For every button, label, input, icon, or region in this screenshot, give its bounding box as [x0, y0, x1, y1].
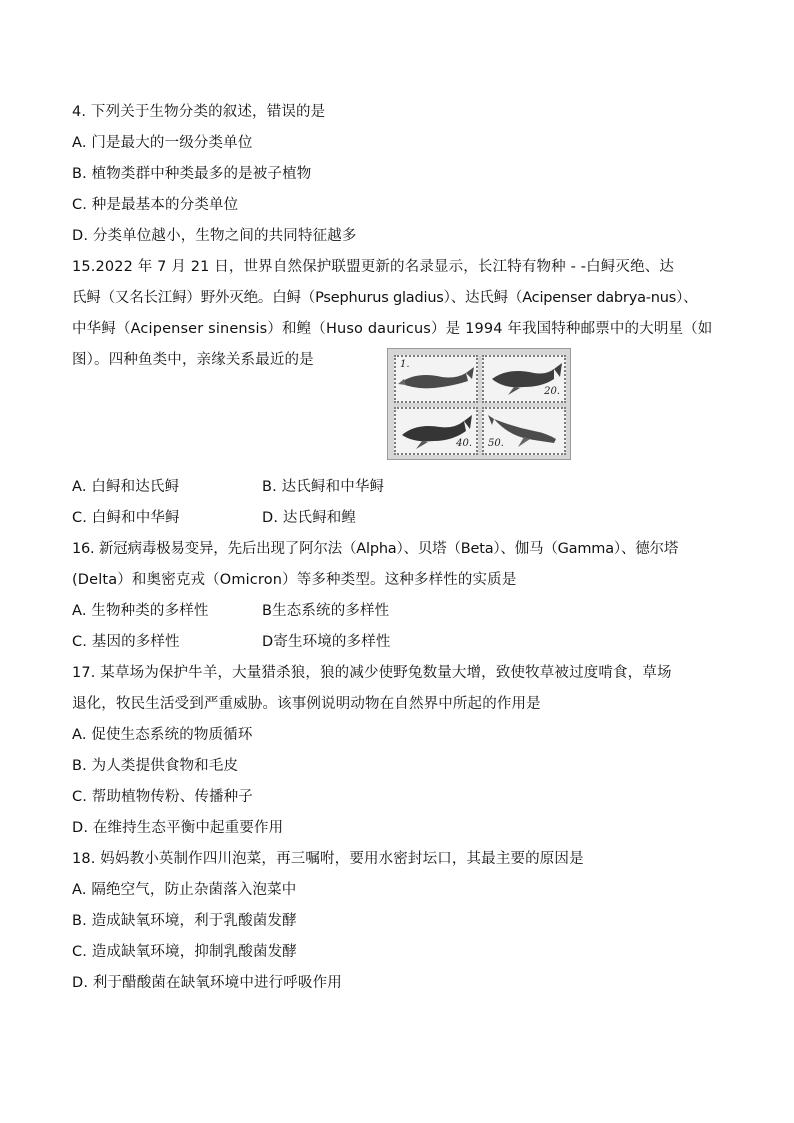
q18-option-c: C. 造成缺氧环境，抑制乳酸菌发酵: [72, 944, 297, 960]
q15-stem-line-3: 中华鲟（Acipenser sinensis）和鳇（Huso dauricus）是 1994 年我国特种邮票中的大明星（如: [72, 321, 713, 337]
q15-option-d: D. 达氏鲟和鳇: [262, 510, 357, 526]
q16-options-row-2: [72, 632, 724, 652]
stamp-kaluga-sturgeon: [482, 407, 566, 455]
q16-option-c: C. 基因的多样性: [72, 634, 180, 650]
q17-stem-line-2: 退化，牧民生活受到严重威胁。该事例说明动物在自然界中所起的作用是: [72, 696, 541, 712]
q16-stem-line-2: (Delta）和奥密克戎（Omicron）等多种类型。这种多样性的实质是: [72, 572, 517, 588]
q4-option-a: A. 门是最大的一级分类单位: [72, 135, 253, 151]
q17-stem-line-1: 17. 某草场为保护牛羊，大量猎杀狼，狼的减少使野兔数量大增，致使牧草被过度啃食，草场: [72, 665, 672, 681]
stamp-denomination-2: 20.: [544, 386, 560, 397]
q16-option-a: A. 生物种类的多样性: [72, 603, 209, 619]
stamp-denomination-3: 40.: [456, 438, 472, 449]
q15-option-b: B. 达氏鲟和中华鲟: [262, 479, 385, 495]
stamp-dabry-sturgeon: [482, 355, 566, 403]
q16-option-b: B生态系统的多样性: [262, 603, 390, 619]
q15-options-row-1: [72, 477, 724, 497]
q15-option-c: C. 白鲟和中华鲟: [72, 510, 180, 526]
sturgeon-stamps-figure: [387, 348, 571, 460]
q16-options-row-1: [72, 601, 724, 621]
q15-stem-line-2: 氏鲟（又名长江鲟）野外灭绝。白鲟（Psephurus gladius）、达氏鲟（Acipenser dabrya-nus）、: [72, 290, 698, 306]
q4-option-b: B. 植物类群中种类最多的是被子植物: [72, 166, 312, 182]
stamp-white-sturgeon: [394, 355, 478, 403]
q15-stem-line-4: 图）。四种鱼类中，亲缘关系最近的是: [72, 352, 314, 368]
q4-stem: 4. 下列关于生物分类的叙述，错误的是: [72, 104, 326, 120]
q15-options-row-2: [72, 508, 724, 528]
q18-option-d: D. 利于醋酸菌在缺氧环境中进行呼吸作用: [72, 975, 342, 991]
q17-option-d: D. 在维持生态平衡中起重要作用: [72, 820, 284, 836]
q18-option-b: B. 造成缺氧环境，利于乳酸菌发酵: [72, 913, 297, 929]
q15-stem-line-1: 15.2022 年 7 月 21 日，世界自然保护联盟更新的名录显示，长江特有物种 - -白鲟灭绝、达: [72, 259, 675, 275]
q15-option-a: A. 白鲟和达氏鲟: [72, 479, 180, 495]
stamp-chinese-sturgeon: [394, 407, 478, 455]
stamp-denomination-1: 1.: [400, 359, 410, 370]
q4-option-d: D. 分类单位越小，生物之间的共同特征越多: [72, 228, 357, 244]
q4-option-c: C. 种是最基本的分类单位: [72, 197, 239, 213]
q17-option-b: B. 为人类提供食物和毛皮: [72, 758, 239, 774]
q16-stem-line-1: 16. 新冠病毒极易变异，先后出现了阿尔法（Alpha）、贝塔（Beta）、伽马（Gamma）、德尔塔: [72, 541, 679, 557]
q17-option-c: C. 帮助植物传粉、传播种子: [72, 789, 253, 805]
stamp-denomination-4: 50.: [488, 438, 504, 449]
q16-option-d: D寄生环境的多样性: [262, 634, 391, 650]
q18-stem: 18. 妈妈教小英制作四川泡菜，再三嘱咐，要用水密封坛口，其最主要的原因是: [72, 851, 584, 867]
q17-option-a: A. 促使生态系统的物质循环: [72, 727, 253, 743]
q18-option-a: A. 隔绝空气，防止杂菌落入泡菜中: [72, 882, 297, 898]
